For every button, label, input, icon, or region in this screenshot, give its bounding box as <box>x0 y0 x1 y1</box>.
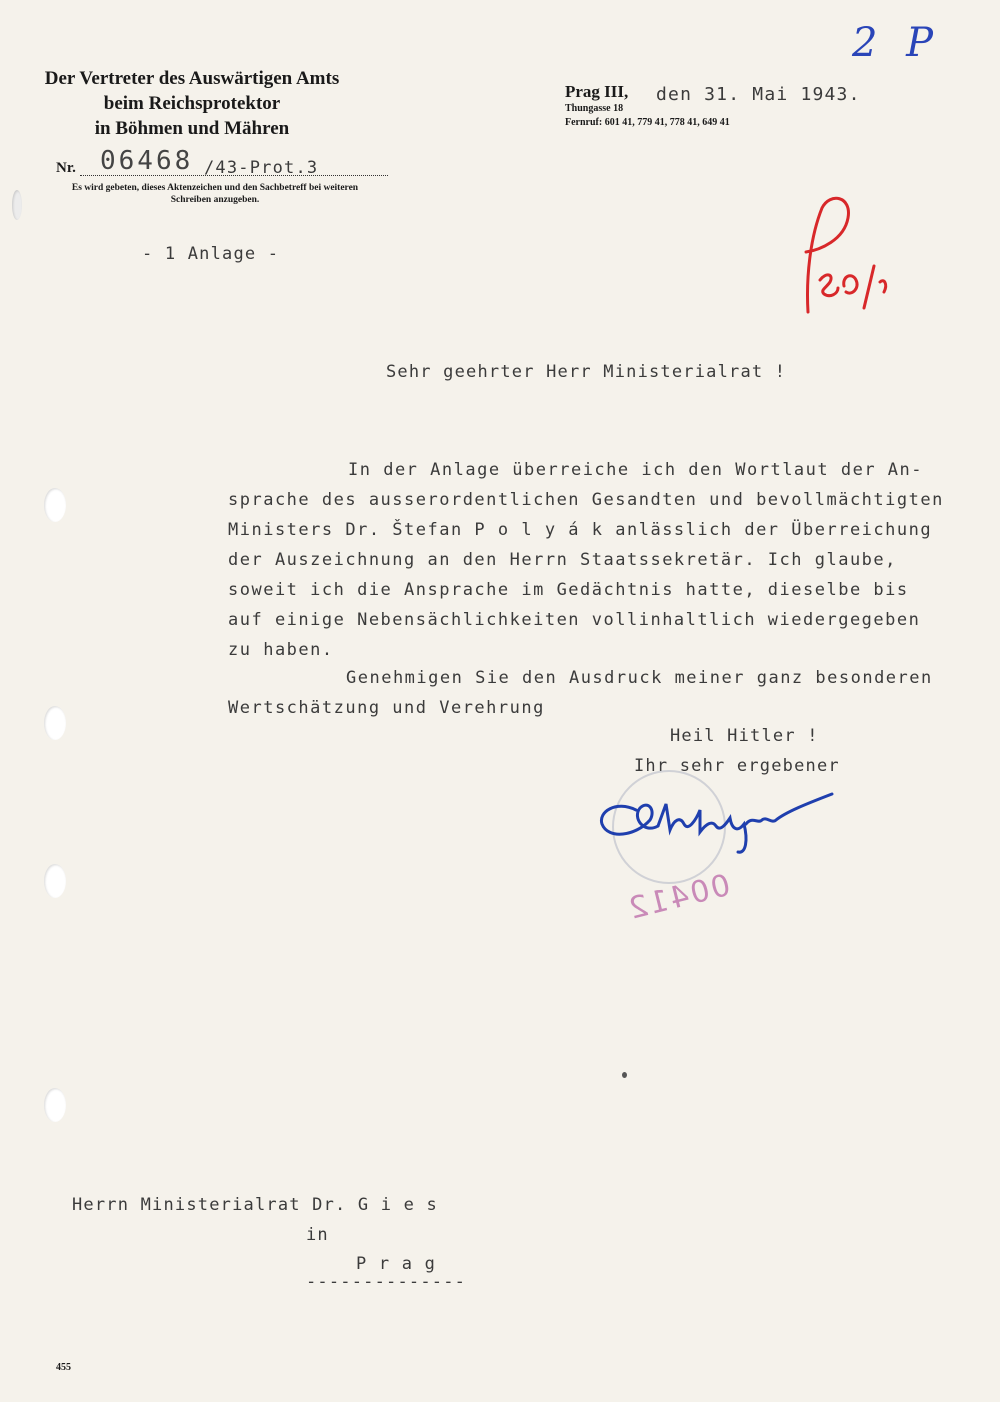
recipient-line-2: in <box>306 1225 329 1245</box>
closing-line: Wertschätzung und Verehrung <box>228 698 545 718</box>
red-pencil-mark-text <box>0 0 4 1</box>
sender-city: Prag III, <box>565 82 629 101</box>
salutation: Sehr geehrter Herr Ministerialrat ! <box>386 362 787 382</box>
reference-note-line-2: Schreiben anzugeben. <box>170 195 260 205</box>
body-line: auf einige Nebensächlichkeiten vollinhaltlich wiedergegeben <box>228 610 921 630</box>
letter-date: den 31. Mai 1943. <box>656 84 861 105</box>
punch-hole <box>44 488 66 522</box>
recipient-line-1: Herrn Ministerialrat Dr. G i e s <box>72 1195 438 1215</box>
body-line: In der Anlage überreiche ich den Wortlaut der An- <box>348 460 924 480</box>
filing-annotation: 2 P <box>852 20 942 66</box>
letterhead-line-1: Der Vertreter des Auswärtigen Amts <box>44 68 340 89</box>
closing-line: Genehmigen Sie den Ausdruck meiner ganz besonderen <box>346 668 933 688</box>
punch-hole <box>44 1088 66 1122</box>
punch-hole <box>44 706 66 740</box>
enclosure-note: - 1 Anlage - <box>142 244 280 264</box>
body-line: Ministers Dr. Štefan P o l y á k anlässlich der Überreichung <box>228 520 933 540</box>
nr-label: Nr. <box>56 160 76 176</box>
valediction: Ihr sehr ergebener <box>634 756 840 776</box>
recipient-line-3: P r a g <box>356 1254 437 1274</box>
reference-note-line-1: Es wird gebeten, dieses Aktenzeichen und den Sachbetreff bei weiteren <box>71 183 359 193</box>
red-pencil-mark-icon <box>760 188 900 328</box>
signature-icon <box>596 780 846 860</box>
body-line: der Auszeichnung an den Herrn Staatssekretär. Ich glaube, <box>228 550 897 570</box>
sender-street: Thungasse 18 <box>565 103 624 114</box>
body-line: zu haben. <box>228 640 334 660</box>
sender-phone: Fernruf: 601 41, 779 41, 778 41, 649 41 <box>565 117 730 128</box>
letterhead-line-2: beim Reichsprotektor <box>103 93 281 114</box>
punch-hole <box>44 864 66 898</box>
ink-speck <box>622 1072 627 1078</box>
reference-number: 06468 <box>100 146 194 176</box>
punch-hole <box>12 190 22 220</box>
letterhead-line-3: in Böhmen und Mähren <box>94 118 290 139</box>
stamp-number: 00412 <box>623 867 735 928</box>
page-number: 455 <box>56 1362 71 1373</box>
recipient-underline: -------------- <box>306 1272 467 1292</box>
greeting: Heil Hitler ! <box>670 726 819 746</box>
reference-suffix: /43-Prot.3 <box>204 158 319 178</box>
body-line: sprache des ausserordentlichen Gesandten und bevollmächtigten <box>228 490 944 510</box>
body-line: soweit ich die Ansprache im Gedächtnis hatte, dieselbe bis <box>228 580 909 600</box>
